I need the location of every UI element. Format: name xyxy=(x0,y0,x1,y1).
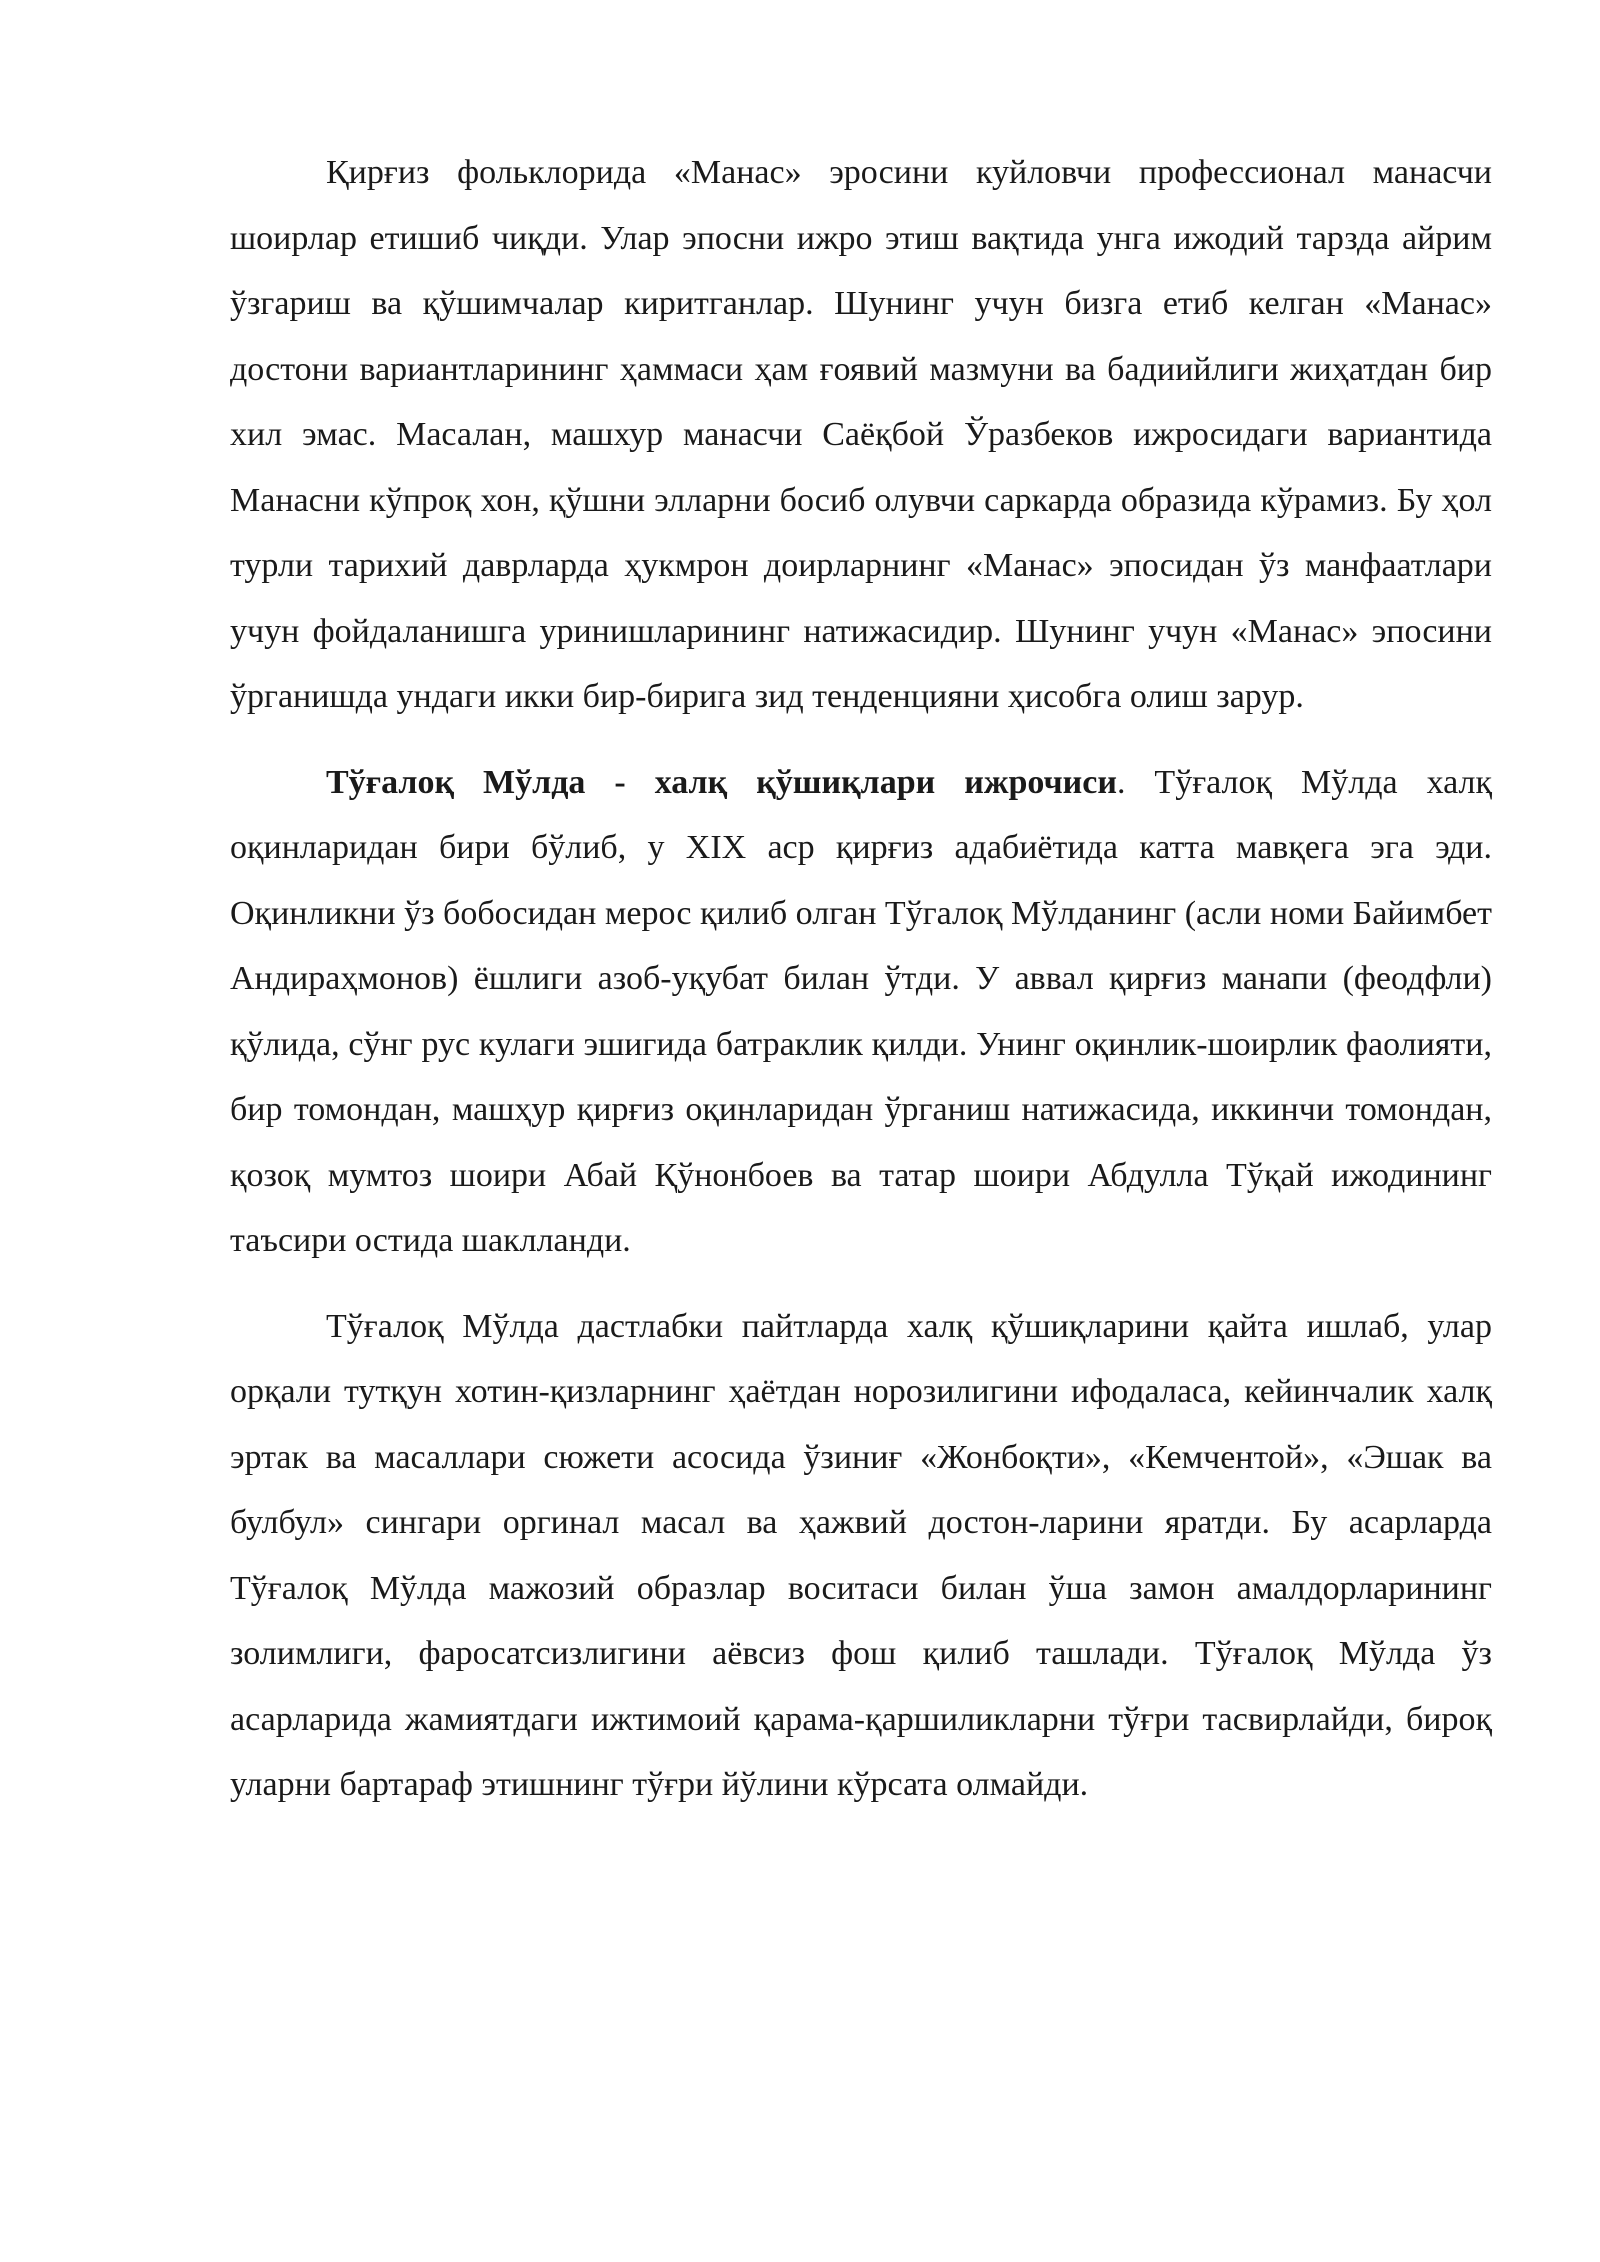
paragraph-tugalok-mulda-intro xyxy=(230,750,1492,1274)
paragraph-manas: Қирғиз фольклорида «Манас» эросини куйловчи профессионал манасчи шоирлар етишиб чиқди. Улар эпосни ижро этиш вақтида унга ижодий тарзда айрим ўзгариш ва қўшимчалар киритганлар. Шунинг учун бизга етиб келган «Манас» достони вариантларининг ҳаммаси ҳам ғоявий мазмуни ва бадиийлиги жиҳатдан бир хил эмас. Масалан, машхур манасчи Саёқбой Ўразбеков ижросидаги вариантида Манасни кўпроқ хон, қўшни элларни босиб олувчи саркарда образида кўрамиз. Бу ҳол турли тарихий даврларда ҳукмрон доирларнинг «Манас» эпосидан ўз манфаатлари учун фойдаланишга уринишларининг натижасидир. Шунинг учун «Манас» эпосини ўрганишда ундаги икки бир-бирига зид тенденцияни ҳисобга олиш зарур. xyxy=(230,154,1492,715)
paragraph-tugalok-mulda-works: Тўғалоқ Мўлда дастлабки пайтларда халқ қўшиқларини қайта ишлаб, улар орқали тутқун хотин-қизларнинг ҳаётдан норозилигини ифодаласа, кейинчалик халқ эртак ва масаллари сюжети асосида ўзиниғ «Жонбоқти», «Кемчентой», «Эшак ва булбул» сингари оргинал масал ва ҳажвий достон-ларини яратди. Бу асарларда Тўғалоқ Мўлда мажозий образлар воситаси билан ўша замон амалдорларининг золимлиги, фаросатсизлигини аёвсиз фош қилиб ташлади. Тўғалоқ Мўлда ўз асарларида жамиятдаги ижтимоий қарама-қаршиликларни тўғри тасвирлайди, бироқ уларни бартараф этишнинг тўғри йўлини кўрсата олмайди. xyxy=(230,1307,1492,1803)
paragraph-heading: Тўғалоқ Мўлда - халқ қўшиқлари ижрочиси xyxy=(326,763,1117,801)
document-body xyxy=(230,140,1492,1818)
paragraph-body-text: . Тўғалоқ Мўлда халқ оқинларидан бири бўлиб, у XIX аср қирғиз адабиётида катта мавқега эга эди. Оқинликни ўз бобосидан мерос қилиб олган Тўгалоқ Мўлданинг (асли номи Байимбет Андираҳмонов) ёшлиги азоб-уқубат билан ўтди. У аввал қирғиз манапи (феодфли) қўлида, сўнг рус кулаги эшигида батраклик қилди. Унинг оқинлик-шоирлик фаолияти, бир томондан, машҳур қирғиз оқинларидан ўрганиш натижасида, иккинчи томондан, қозоқ мумтоз шоири Абай Қўнонбоев ва татар шоири Абдулла Тўқай ижодининг таъсири остида шаклланди. xyxy=(230,763,1492,1259)
